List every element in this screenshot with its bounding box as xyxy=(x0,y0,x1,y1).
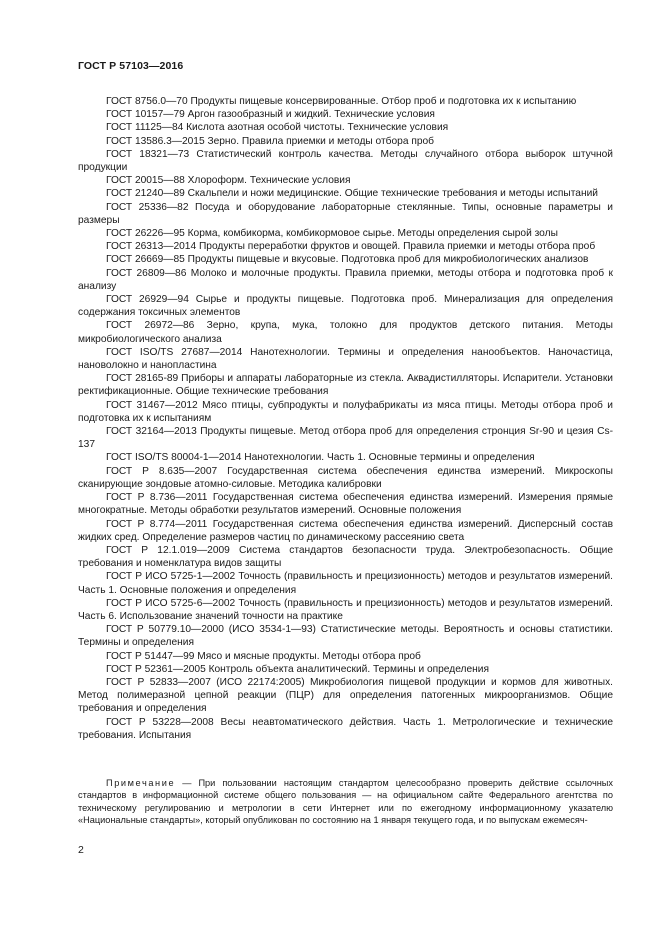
reference-item: ГОСТ ISO/TS 27687—2014 Нанотехнологии. Термины и определения нанообъектов. Наночастица, нановолокно и нанопластина xyxy=(78,346,613,372)
reference-item: ГОСТ 26669—85 Продукты пищевые и вкусовые. Подготовка проб для микробиологических анализов xyxy=(106,254,589,266)
reference-item: ГОСТ 13586.3—2015 Зерно. Правила приемки и методы отбора проб xyxy=(106,135,434,147)
reference-item: ГОСТ Р 51447—99 Мясо и мясные продукты. Методы отбора проб xyxy=(106,650,421,662)
note-label: Примечание xyxy=(106,778,176,788)
reference-item: ГОСТ 21240—89 Скальпели и ножи медицинские. Общие технические требования и методы испытаний xyxy=(106,188,598,200)
page-number: 2 xyxy=(78,844,84,856)
reference-item: ГОСТ ISO/TS 80004-1—2014 Нанотехнологии. Часть 1. Основные термины и определения xyxy=(106,452,535,464)
reference-item: ГОСТ 28165-89 Приборы и аппараты лабораторные из стекла. Аквадистилляторы. Испарители. Установки ректификационные. Общие технические требования xyxy=(78,373,613,398)
document-code-header: ГОСТ Р 57103—2016 xyxy=(78,60,184,72)
reference-item: ГОСТ 26226—95 Корма, комбикорма, комбикормовое сырье. Методы определения сырой золы xyxy=(106,228,558,240)
reference-item: ГОСТ 26929—94 Сырье и продукты пищевые. Подготовка проб. Минерализация для определения содержания токсичных элементов xyxy=(78,294,613,319)
reference-item: ГОСТ 20015—88 Хлороформ. Технические условия xyxy=(106,175,351,187)
reference-item: ГОСТ Р 8.736—2011 Государственная система обеспечения единства измерений. Измерения прямые многократные. Методы обработки результатов измерений. Основные положения xyxy=(78,492,613,517)
reference-item: ГОСТ Р 12.1.019—2009 Система стандартов безопасности труда. Электробезопасность. Общие требования и номенклатура видов защиты xyxy=(78,544,613,570)
reference-item: ГОСТ 18321—73 Статистический контроль качества. Методы случайного отбора выборок штучной продукции xyxy=(78,148,613,174)
reference-item: ГОСТ Р 52361—2005 Контроль объекта аналитический. Термины и определения xyxy=(106,663,489,675)
reference-item: ГОСТ 26809—86 Молоко и молочные продукты. Правила приемки, методы отбора и подготовка проб к анализу xyxy=(78,267,613,292)
reference-item: ГОСТ Р 8.774—2011 Государственная система обеспечения единства измерений. Дисперсный состав жидких сред. Определение размеров частиц по динамическому рассеянию света xyxy=(78,518,613,543)
reference-item: ГОСТ 32164—2013 Продукты пищевые. Метод отбора проб для определения стронция Sr-90 и цезия Cs-137 xyxy=(78,426,613,451)
reference-item: ГОСТ Р ИСО 5725-6—2002 Точность (правильность и прецизионность) методов и результатов измерений. Часть 6. Использование значений точности на практике xyxy=(78,597,613,622)
reference-item: ГОСТ Р 8.635—2007 Государственная система обеспечения единства измерений. Микроскопы сканирующие зондовые атомно-силовые. Методика калибровки xyxy=(78,465,613,490)
note-paragraph xyxy=(78,777,613,827)
reference-item: ГОСТ Р 52833—2007 (ИСО 22174:2005) Микробиология пищевой продукции и кормов для животных. Метод полимеразной цепной реакции (ПЦР) для определения патогенных микроорганизмов. Общие требования и определения xyxy=(78,676,613,715)
reference-item: ГОСТ 11125—84 Кислота азотная особой чистоты. Технические условия xyxy=(106,122,449,134)
reference-item: ГОСТ 25336—82 Посуда и оборудование лабораторные стеклянные. Типы, основные параметры и размеры xyxy=(78,201,613,226)
reference-item: ГОСТ 31467—2012 Мясо птицы, субпродукты и полуфабрикаты из мяса птицы. Методы отбора проб и подготовка их к испытаниям xyxy=(78,399,613,424)
reference-item: ГОСТ Р 53228—2008 Весы неавтоматического действия. Часть 1. Метрологические и технические требования. Испытания xyxy=(78,716,613,741)
reference-item: ГОСТ 10157—79 Аргон газообразный и жидкий. Технические условия xyxy=(106,109,435,121)
reference-item: ГОСТ Р 50779.10—2000 (ИСО 3534-1—93) Статистические методы. Вероятность и основы статистики. Термины и определения xyxy=(78,624,613,649)
reference-item: ГОСТ Р ИСО 5725-1—2002 Точность (правильность и прецизионность) методов и результатов измерений. Часть 1. Основные положения и определения xyxy=(78,571,613,596)
note-text: — При пользовании настоящим стандартом целесообразно проверить действие ссылочных стандартов в информационной системе общего пользования — на официальном сайте Федерального агентства по техническому регулированию и метрологии в сети Интернет или по ежегодному информационному указателю «Национальные стандарты», который опубликован по состоянию на 1 января текущего года, и по выпускам ежемесяч- xyxy=(78,778,613,826)
normative-references-list xyxy=(78,95,613,742)
reference-item: ГОСТ 8756.0—70 Продукты пищевые консервированные. Отбор проб и подготовка их к испытанию xyxy=(106,96,577,107)
reference-item: ГОСТ 26972—86 Зерно, крупа, мука, толокно для продуктов детского питания. Методы микробиологического анализа xyxy=(78,320,613,345)
reference-item: ГОСТ 26313—2014 Продукты переработки фруктов и овощей. Правила приемки и методы отбора проб xyxy=(106,241,596,253)
